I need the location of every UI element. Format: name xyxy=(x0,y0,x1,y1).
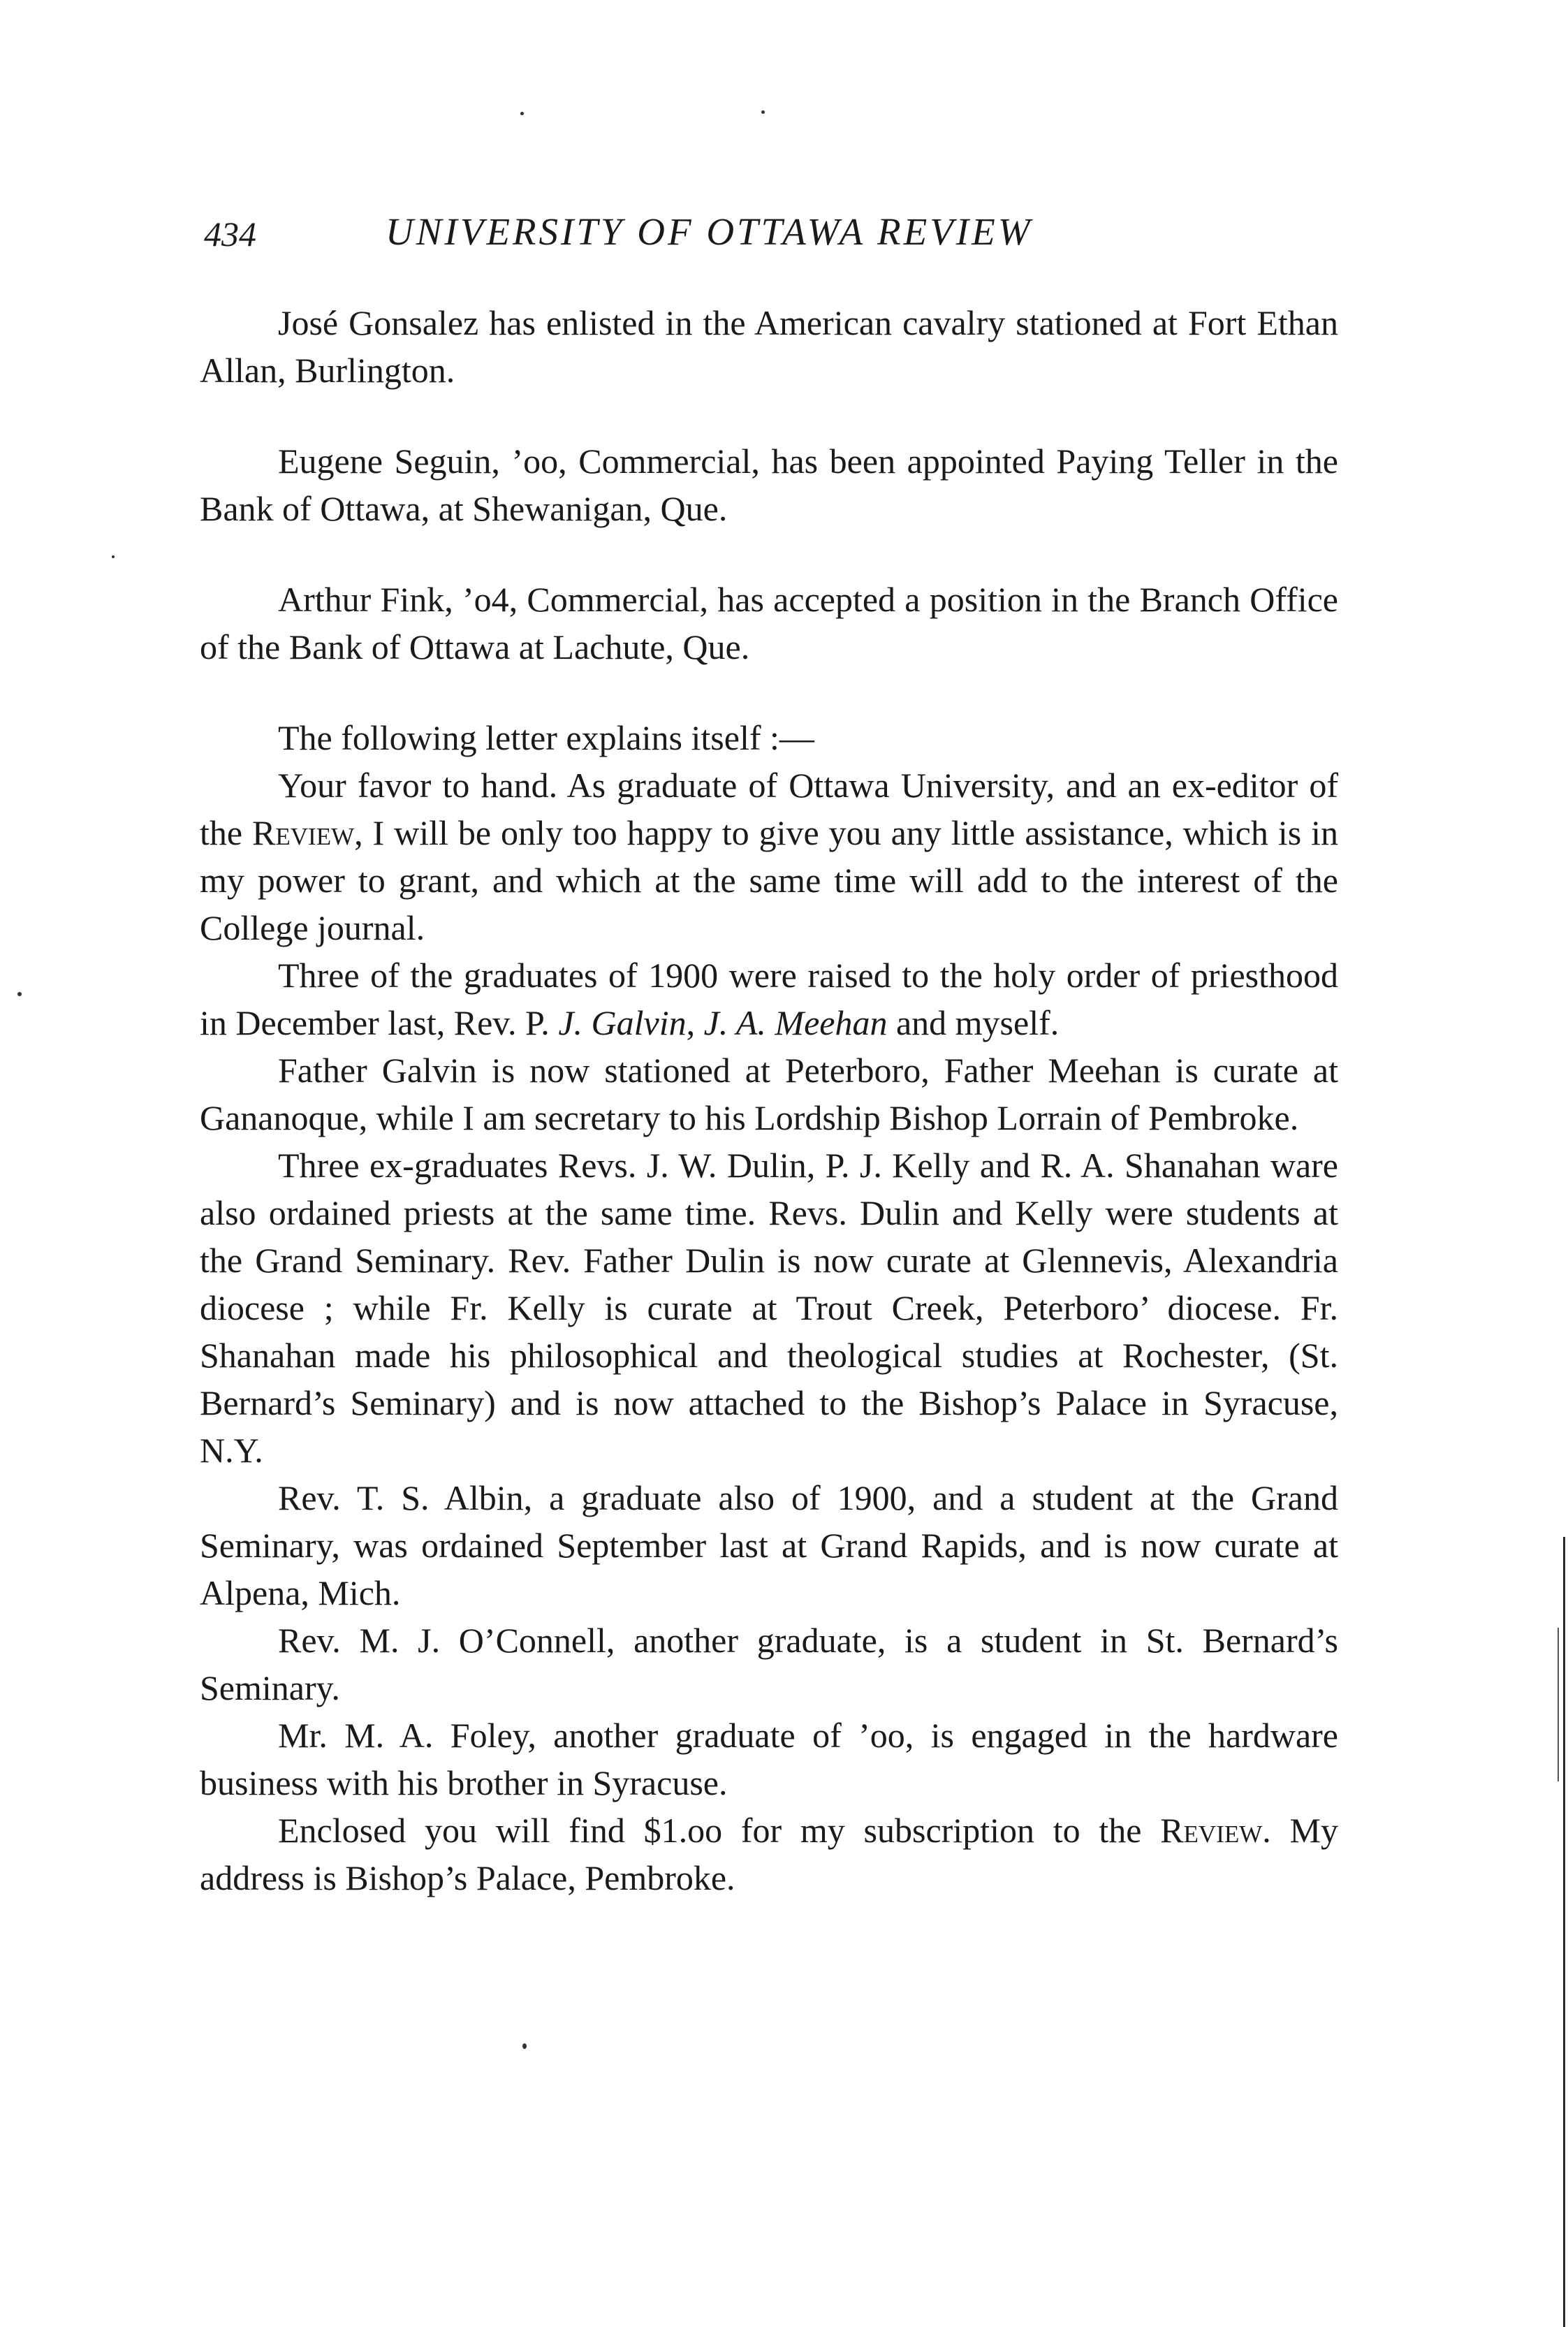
scan-speck xyxy=(17,992,22,996)
letter-text: Your favor to hand. As graduate of Ottawa University, and an ex-editor of the xyxy=(200,766,1338,852)
letter-text: , I will be only too happy to give you any little assistance, which is in my power to grant, and which at the same time will add to the interest of the College journal. xyxy=(200,813,1338,947)
letter-paragraph-1 xyxy=(200,761,1338,951)
letter-text: and myself. xyxy=(887,1003,1060,1042)
scan-speck xyxy=(112,555,115,558)
scan-speck xyxy=(522,2043,527,2049)
letter-paragraph-2 xyxy=(200,951,1338,1046)
letter-paragraph-5: Rev. T. S. Albin, a graduate also of 1900, and a student at the Grand Seminary, was ordained September last at Grand Rapids, and is now curate at Alpena, Mich. xyxy=(200,1478,1338,1612)
letter-text: Three of the graduates of 1900 were raised to the holy order of priesthood in December last, Rev. P. xyxy=(200,956,1338,1042)
letter-paragraph-8 xyxy=(200,1807,1338,1902)
scan-speck xyxy=(761,110,765,114)
letter-text: . My address is Bishop’s Palace, Pembroke. xyxy=(200,1811,1338,1897)
letter-paragraph-7: Mr. M. A. Foley, another graduate of ’oo, is engaged in the hardware business with his brother in Syracuse. xyxy=(200,1716,1338,1802)
letter-text: , xyxy=(686,1003,704,1042)
name-meehan: J. A. Meehan xyxy=(703,1003,888,1042)
page-number: 434 xyxy=(204,214,256,254)
article-body xyxy=(200,299,1338,1902)
paragraph-seguin: Eugene Seguin, ’oo, Commercial, has been appointed Paying Teller in the Bank of Ottawa, at Shewanigan, Que. xyxy=(200,442,1338,528)
review-title: Review xyxy=(1160,1811,1263,1850)
letter-paragraph-6: Rev. M. J. O’Connell, another graduate, is a student in St. Bernard’s Seminary. xyxy=(200,1621,1338,1707)
paragraph-gonsalez: José Gonsalez has enlisted in the American cavalry stationed at Fort Ethan Allan, Burlington. xyxy=(200,303,1338,390)
page-header xyxy=(204,210,1363,265)
scan-edge-line xyxy=(1563,1537,1565,2327)
letter-paragraph-4: Three ex-graduates Revs. J. W. Dulin, P. J. Kelly and R. A. Shanahan ware also ordained priests at the same time. Revs. Dulin and Kelly were students at the Grand Seminary. Rev. Father Dulin is now curate at Glennevis, Alexandria diocese ; while Fr. Kelly is curate at Trout Creek, Peterboro’ diocese. Fr. Shanahan made his philosophical and theological studies at Rochester, (St. Bernard’s Seminary) and is now attached to the Bishop’s Palace in Syracuse, N.Y. xyxy=(200,1146,1338,1470)
scan-speck xyxy=(520,112,524,115)
paragraph-fink: Arthur Fink, ’o4, Commercial, has accepted a position in the Branch Office of the Bank of Ottawa at Lachute, Que. xyxy=(200,580,1338,666)
running-title: UNIVERSITY OF OTTAWA REVIEW xyxy=(386,210,1033,253)
review-title: Review xyxy=(252,813,355,852)
letter-paragraph-3: Father Galvin is now stationed at Peterboro, Father Meehan is curate at Gananoque, while I am secretary to his Lordship Bishop Lorrain of Pembroke. xyxy=(200,1051,1338,1137)
letter-text: Enclosed you will find $1.oo for my subscription to the xyxy=(278,1811,1161,1850)
scan-edge-line xyxy=(1558,1628,1559,1781)
paragraph-letter-intro: The following letter explains itself :— xyxy=(278,718,814,757)
name-galvin: J. Galvin xyxy=(558,1003,687,1042)
